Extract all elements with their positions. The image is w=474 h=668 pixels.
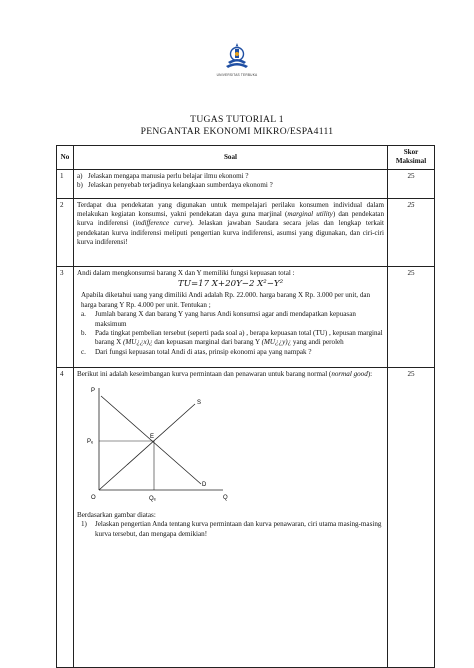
- question-cell: [74, 169, 388, 198]
- question-paragraph: Apabila diketahui uang yang dimiliki Andi adalah Rp. 22.000. harga barang X Rp. 3.000 per unit, dan harga barang Y Rp. 4.000 per unit. Tentukan ;: [81, 291, 371, 309]
- course-title: PENGANTAR EKONOMI MIKRO/ESPA4111: [140, 126, 334, 137]
- question-text: ):: [367, 369, 373, 378]
- question-term: marginal utility: [287, 210, 333, 219]
- mu-x-symbol: (MU¿¿x)¿: [122, 338, 153, 347]
- list-item: [77, 348, 384, 357]
- assignment-title: TUGAS TUTORIAL 1: [190, 114, 284, 125]
- question-text: ). Jelaskan jawaban Saudara secara jelas dan lengkap terkait pendekatan kurva indiferensi meliputi pengertian kurva indiferensi, asumsi yang digunakan, dan ciri-ciri kurva indiferensi!: [77, 219, 384, 247]
- item-text: Dari fungsi kepuasan total Andi di atas, prinsip ekonomi apa yang nampak ?: [95, 347, 312, 356]
- mu-y-symbol: (MU¿¿y)¿: [261, 338, 292, 347]
- question-intro: [77, 370, 384, 379]
- question-cell: [74, 198, 388, 266]
- table-row: [57, 169, 435, 198]
- item-label: 1): [81, 520, 87, 529]
- question-text: Berikut ini adalah keseimbangan kurva permintaan dan penawaran untuk barang normal (: [77, 369, 332, 378]
- question-cell: [74, 266, 388, 367]
- graph-caption: Berdasarkan gambar diatas:: [77, 511, 156, 520]
- question-term: normal good: [331, 369, 368, 378]
- list-item: [77, 310, 384, 329]
- score-cell: 25: [388, 198, 435, 266]
- question-intro: Andi dalam mengkonsumsi barang X dan Y memiliki fungsi kepuasan total :: [77, 268, 295, 277]
- item-text: Jelaskan penyebab terjadinya kelangkaan sumberdaya ekonomi ?: [88, 181, 273, 190]
- item-label: a): [77, 171, 83, 180]
- label-o: O: [91, 495, 96, 502]
- utility-formula: TU=17 X+20Y−2 X²−Y²: [177, 279, 284, 290]
- score-cell: 25: [388, 367, 435, 667]
- label-p: P: [91, 388, 96, 395]
- item-text: Pada tingkat pembelian tersebut (seperti pada soal a) , berapa kepuasan total (TU) , kepusan marginal barang X: [95, 328, 383, 347]
- question-term: indifference curve: [135, 219, 190, 228]
- header-soal: Soal: [74, 146, 388, 170]
- header-skor-line2: Maksimal: [395, 157, 427, 166]
- demand-curve: [101, 396, 201, 484]
- item-text: Jelaskan mengapa manusia perlu belajar ilmu ekonomi ?: [88, 171, 249, 180]
- label-d: D: [202, 482, 207, 489]
- item-text: yang andi peroleh: [291, 338, 344, 347]
- question-text: Terdapat dua pendekatan yang digunakan untuk mempelajari perilaku konsumen individual dalam melakukan kegiatan konsumsi, yakni pendekatan daya guna marjinal (: [77, 200, 384, 219]
- header-skor-line1: Skor: [403, 148, 419, 156]
- row-number: 4: [57, 367, 74, 667]
- list-item: [77, 181, 384, 190]
- item-text: Jelaskan pengertian Anda tentang kurva permintaan dan kurva penawaran, ciri utama masing-masing kurva tersebut, dan mengapa demikian!: [95, 520, 382, 538]
- logo-caption: UNIVERSITAS TERBUKA: [216, 73, 258, 77]
- score-cell: 25: [388, 169, 435, 198]
- supply-curve: [99, 404, 195, 490]
- item-label: c.: [81, 347, 86, 356]
- label-e: E: [150, 434, 155, 441]
- item-label: b): [77, 181, 83, 190]
- item-label: b.: [81, 328, 87, 337]
- label-pe: Pₑ: [87, 439, 94, 446]
- header-skor: [388, 146, 435, 170]
- list-item: [77, 172, 384, 181]
- row-number: 2: [57, 198, 74, 266]
- question-cell: [74, 367, 388, 667]
- header-no: No: [57, 146, 74, 170]
- question-table: [56, 145, 435, 668]
- item-label: a.: [81, 310, 86, 319]
- table-row: [57, 198, 435, 266]
- label-q: Q: [223, 495, 228, 502]
- table-row: [57, 266, 435, 367]
- item-text: Jumlah barang X dan barang Y yang harus Andi konsumsi agar andi mendapatkan kepuasan maksimum: [95, 310, 356, 328]
- list-item: [77, 329, 384, 348]
- table-header-row: [57, 146, 435, 170]
- row-number: 1: [57, 169, 74, 198]
- label-qe: Qₑ: [149, 496, 156, 503]
- table-row: [57, 367, 435, 667]
- list-item: [77, 520, 384, 539]
- supply-demand-graph: [83, 382, 233, 508]
- item-text: dan kepuasan marginal dari barang Y: [152, 338, 262, 347]
- label-s: S: [197, 400, 202, 407]
- question-text: ) dan pendekatan kurva indiferensi (: [77, 210, 385, 228]
- row-number: 3: [57, 266, 74, 367]
- score-cell: 25: [388, 266, 435, 367]
